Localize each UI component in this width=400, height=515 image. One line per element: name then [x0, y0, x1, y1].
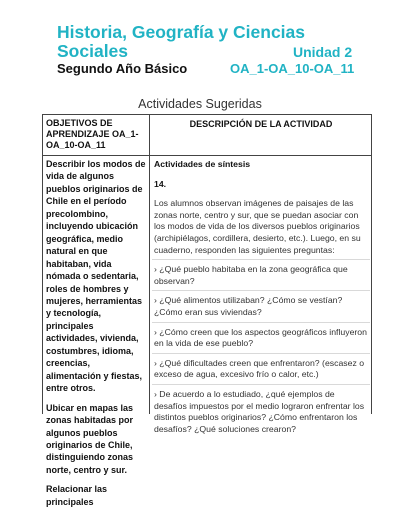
activity-subtitle: Actividades de síntesis — [154, 159, 251, 169]
activity-question: › ¿Qué pueblo habitaba en la zona geográfica que observan? — [154, 264, 368, 287]
activity-question: › De acuerdo a lo estudiado, ¿qué ejemplos de desafíos impuestos por el medio lograron enfrentar los distintos pueblos originarios? ¿Cómo enfrentaron los desafíos? ¿Qué soluciones crearon? — [154, 389, 368, 435]
column-divider — [149, 115, 150, 414]
activity-question: › ¿Cómo creen que los aspectos geográficos influyeron en la vida de ese pueblo? — [154, 326, 367, 349]
activities-table — [42, 114, 372, 507]
activity-cell — [154, 159, 368, 443]
subject-title-line2: Sociales — [57, 41, 129, 61]
header-row-divider — [43, 155, 371, 156]
objectives-column-header: OBJETIVOS DE APRENDIZAJE OA_1-OA_10-OA_11 — [46, 118, 139, 150]
objective-item: Relacionar las principales — [46, 484, 108, 507]
activity-number: 14. — [154, 178, 167, 189]
subject-title-line1: Historia, Geografía y Ciencias — [57, 22, 306, 42]
grade-label: Segundo Año Básico — [57, 61, 188, 76]
oa-range-label: OA_1-OA_10-OA_11 — [230, 61, 355, 76]
objective-item: Describir los modos de vida de algunos pueblos originarios de Chile en el período precolombino, incluyendo ubicación geográfica, medio natural en que habitaban, vida nómada o sedentaria, roles de hombres y mujeres, herramientas y tecnología, principales actividades, vivienda, costumbres, idioma, creencias, alimentación y fiestas, entre otros. — [46, 159, 146, 394]
activity-intro: Los alumnos observan imágenes de paisajes de las zonas norte, centro y sur, que se puedan asociar con los modos de vida de los diversos pueblos originarios (archipiélagos, cordillera, desierto, etc.). Luego, en su cuaderno, responden las siguientes preguntas: — [154, 198, 361, 255]
unit-label: Unidad 2 — [293, 44, 353, 60]
objectives-cell — [46, 158, 147, 515]
section-title: Actividades Sugeridas — [138, 97, 262, 111]
activity-question: › ¿Qué alimentos utilizaban? ¿Cómo se vestían? ¿Cómo eran sus viviendas? — [154, 295, 368, 318]
objective-item: Ubicar en mapas las zonas habitadas por algunos pueblos originarios de Chile, distinguiendo zonas norte, centro y sur. — [46, 402, 134, 475]
activity-question: › ¿Qué dificultades creen que enfrentaron? (escasez o exceso de agua, excesivo frío o calor, etc.) — [154, 358, 368, 381]
activity-column-header: DESCRIPCIÓN DE LA ACTIVIDAD — [189, 119, 333, 129]
document-header — [0, 0, 400, 90]
